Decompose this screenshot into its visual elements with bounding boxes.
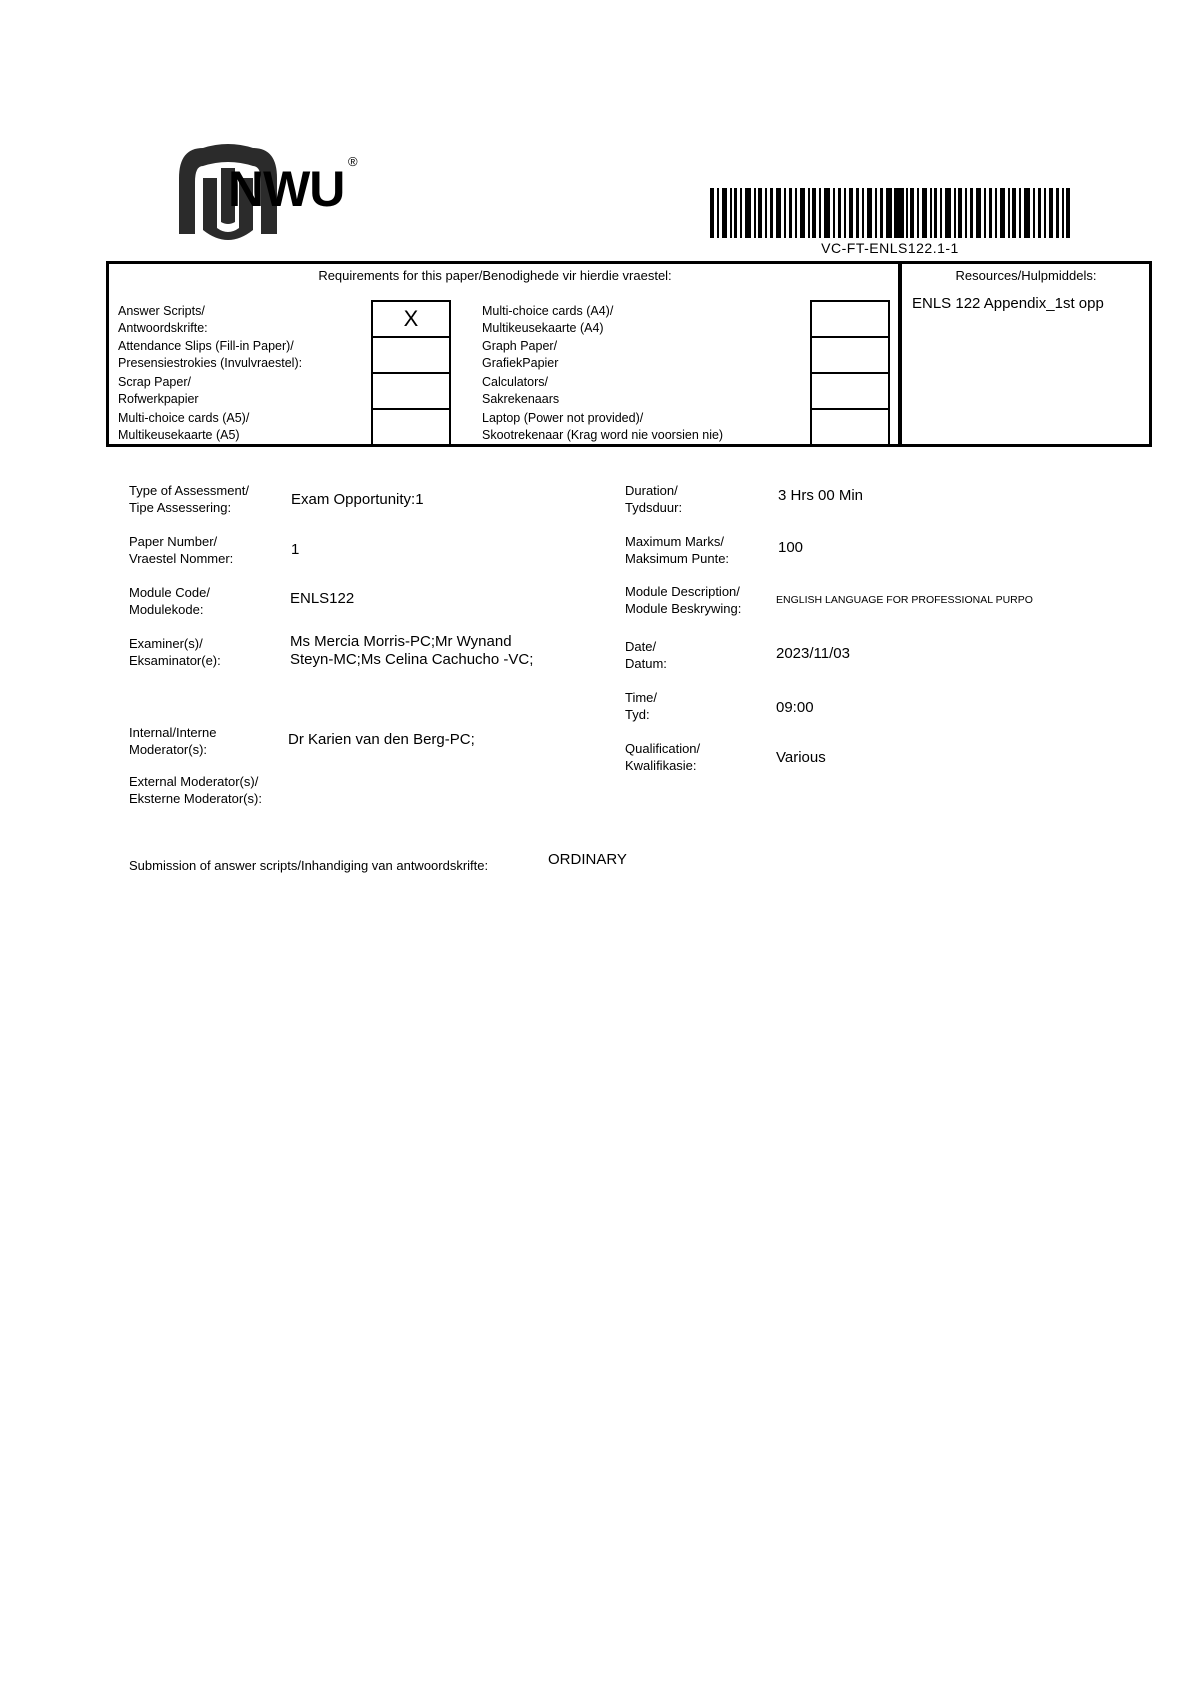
resources-value: ENLS 122 Appendix_1st opp	[912, 295, 1104, 312]
req-item-label: Rofwerkpapier	[118, 392, 199, 406]
label-line: Tydsduur:	[625, 500, 683, 515]
type-label	[129, 482, 249, 516]
qualification-value: Various	[776, 749, 826, 766]
max-marks-value: 100	[778, 539, 804, 556]
max-marks-label	[625, 533, 729, 567]
req-item-calculators	[482, 374, 559, 408]
type-value: Exam Opportunity:1	[291, 491, 424, 508]
label-line: Date/	[625, 639, 657, 654]
req-item-label: Attendance Slips (Fill-in Paper)/	[118, 339, 294, 353]
checkbox-mc-cards-a4[interactable]	[812, 302, 888, 338]
right-checkbox-column	[810, 300, 890, 447]
label-line: External Moderator(s)/	[129, 774, 259, 789]
label-line: Kwalifikasie:	[625, 758, 697, 773]
module-description-value: ENGLISH LANGUAGE FOR PROFESSIONAL PURPO	[776, 594, 1033, 606]
req-item-label: Laptop (Power not provided)/	[482, 411, 644, 425]
label-line: Maksimum Punte:	[625, 551, 730, 566]
label-line: Internal/Interne	[129, 725, 217, 740]
label-line: Modulekode:	[129, 602, 204, 617]
req-item-label: Sakrekenaars	[482, 392, 560, 406]
label-line: Eksaminator(e):	[129, 653, 221, 668]
external-moderator-label	[129, 773, 262, 807]
req-item-attendance-slips	[118, 338, 302, 372]
time-label	[625, 689, 657, 723]
resources-heading: Resources/Hulpmiddels:	[955, 268, 1097, 283]
module-code-label	[129, 584, 210, 618]
examiner-label	[129, 635, 221, 669]
paper-label	[129, 533, 233, 567]
req-item-laptop	[482, 410, 723, 444]
checkbox-calculators[interactable]	[812, 374, 888, 410]
req-item-label: Antwoordskrifte:	[118, 321, 208, 335]
req-item-label: Multikeusekaarte (A4)	[482, 321, 604, 335]
date-label	[625, 638, 667, 672]
req-item-scrap-paper	[118, 374, 199, 408]
internal-moderator-label	[129, 724, 216, 758]
submission-label: Submission of answer scripts/Inhandiging van antwoordskrifte:	[129, 858, 489, 873]
req-item-graph-paper	[482, 338, 558, 372]
label-line: Paper Number/	[129, 534, 218, 549]
module-description-label	[625, 583, 741, 617]
nwu-logo	[118, 138, 378, 248]
examiner-value	[290, 633, 533, 669]
checkbox-answer-scripts[interactable]: X	[373, 302, 449, 338]
req-item-label: Multi-choice cards (A5)/	[118, 411, 250, 425]
date-value: 2023/11/03	[776, 645, 850, 662]
checkbox-graph-paper[interactable]	[812, 338, 888, 374]
req-item-label: Calculators/	[482, 375, 548, 389]
requirements-divider	[898, 261, 902, 447]
req-item-label: Scrap Paper/	[118, 375, 191, 389]
value-line: Steyn-MC;Ms Celina Cachucho -VC;	[290, 651, 534, 668]
paper-value: 1	[291, 541, 300, 558]
req-item-label: Presensiestrokies (Invulvraestel):	[118, 356, 303, 370]
label-line: Qualification/	[625, 741, 701, 756]
label-line: Time/	[625, 690, 658, 705]
req-item-label: Graph Paper/	[482, 339, 558, 353]
req-item-label: Answer Scripts/	[118, 304, 205, 318]
duration-label	[625, 482, 682, 516]
req-item-label: Skootrekenaar (Krag word nie voorsien nie)	[482, 428, 724, 442]
requirements-heading: Requirements for this paper/Benodighede vir hierdie vraestel:	[318, 268, 672, 283]
checkbox-attendance-slips[interactable]	[373, 338, 449, 374]
req-item-answer-scripts	[118, 303, 208, 337]
qualification-label	[625, 740, 700, 774]
label-line: Duration/	[625, 483, 678, 498]
time-value: 09:00	[776, 699, 814, 716]
checkbox-laptop[interactable]	[812, 410, 888, 446]
label-line: Tipe Assessering:	[129, 500, 232, 515]
label-line: Module Beskrywing:	[625, 601, 742, 616]
checkbox-mc-cards-a5[interactable]	[373, 410, 449, 446]
label-line: Module Code/	[129, 585, 210, 600]
value-line: Ms Mercia Morris-PC;Mr Wynand	[290, 633, 512, 650]
label-line: Module Description/	[625, 584, 740, 599]
barcode	[710, 188, 1070, 238]
label-line: Examiner(s)/	[129, 636, 203, 651]
internal-moderator-value: Dr Karien van den Berg-PC;	[288, 731, 475, 748]
left-checkbox-column	[371, 300, 451, 447]
label-line: Type of Assessment/	[129, 483, 249, 498]
registered-mark: ®	[348, 154, 358, 169]
req-item-label: Multikeusekaarte (A5)	[118, 428, 240, 442]
req-item-mc-cards-a5	[118, 410, 249, 444]
label-line: Vraestel Nommer:	[129, 551, 234, 566]
label-line: Tyd:	[625, 707, 650, 722]
req-item-mc-cards-a4	[482, 303, 613, 337]
checkbox-scrap-paper[interactable]	[373, 374, 449, 410]
logo-wordmark: NWU	[228, 161, 345, 217]
submission-value: ORDINARY	[548, 851, 627, 868]
barcode-code: VC-FT-ENLS122.1-1	[821, 240, 959, 256]
req-item-label: Multi-choice cards (A4)/	[482, 304, 614, 318]
label-line: Datum:	[625, 656, 667, 671]
duration-value: 3 Hrs 00 Min	[778, 487, 864, 504]
barcode-icon	[710, 188, 1070, 238]
req-item-label: GrafiekPapier	[482, 356, 559, 370]
label-line: Eksterne Moderator(s):	[129, 791, 262, 806]
label-line: Moderator(s):	[129, 742, 208, 757]
label-line: Maximum Marks/	[625, 534, 724, 549]
module-code-value: ENLS122	[290, 590, 355, 607]
